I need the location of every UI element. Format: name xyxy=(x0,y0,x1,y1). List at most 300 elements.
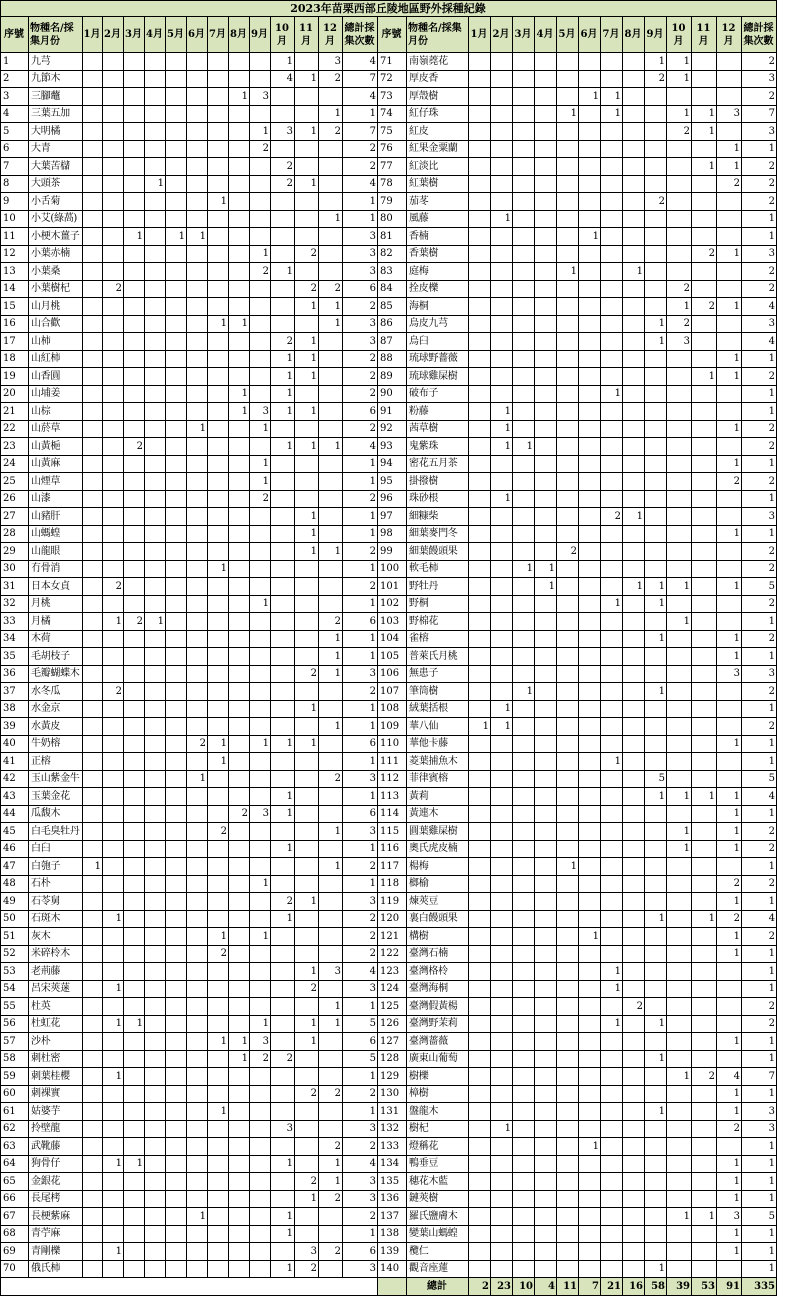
month-count-3 xyxy=(513,1155,535,1173)
month-count-6 xyxy=(579,280,601,298)
month-count-1 xyxy=(83,1190,103,1208)
table-row xyxy=(1,1173,777,1191)
month-count-6 xyxy=(579,1050,601,1068)
month-count-7 xyxy=(208,228,229,246)
month-count-3 xyxy=(513,1190,535,1208)
month-count-7 xyxy=(208,385,229,403)
month-count-7 xyxy=(601,525,623,543)
row-total: 2 xyxy=(343,928,378,946)
month-count-5 xyxy=(166,648,187,666)
month-count-3 xyxy=(513,700,535,718)
month-count-9 xyxy=(250,333,271,351)
month-count-11: 1 xyxy=(295,298,319,316)
month-count-8 xyxy=(623,543,645,561)
month-count-9 xyxy=(645,543,667,561)
row-total: 7 xyxy=(742,105,777,123)
row-number: 47 xyxy=(1,858,29,876)
header-month-2: 2月 xyxy=(491,17,513,53)
row-total: 1 xyxy=(343,875,378,893)
month-count-2 xyxy=(103,1138,124,1156)
month-count-11 xyxy=(692,473,717,491)
month-count-5 xyxy=(557,140,579,158)
month-count-2 xyxy=(103,88,124,106)
month-count-12 xyxy=(319,140,343,158)
month-count-2 xyxy=(491,823,513,841)
summary-month-6: 7 xyxy=(579,1278,601,1296)
table-row xyxy=(1,683,777,701)
species-name: 羅氏鹽膚木 xyxy=(407,1208,469,1226)
month-count-7 xyxy=(601,263,623,281)
month-count-2 xyxy=(103,175,124,193)
row-number: 31 xyxy=(1,578,29,596)
month-count-2 xyxy=(491,88,513,106)
month-count-1 xyxy=(469,490,491,508)
month-count-3 xyxy=(124,700,145,718)
month-count-10 xyxy=(271,1173,295,1191)
month-count-12: 1 xyxy=(717,158,742,176)
month-count-6 xyxy=(579,438,601,456)
month-count-11: 1 xyxy=(692,158,717,176)
month-count-4 xyxy=(145,718,166,736)
month-count-5 xyxy=(557,315,579,333)
month-count-3 xyxy=(124,578,145,596)
row-total: 1 xyxy=(742,893,777,911)
month-count-3 xyxy=(124,1243,145,1261)
month-count-8 xyxy=(623,123,645,141)
month-count-2: 1 xyxy=(491,718,513,736)
month-count-5 xyxy=(166,1260,187,1278)
month-count-8 xyxy=(229,175,250,193)
species-name: 山月桃 xyxy=(29,298,83,316)
month-count-11: 1 xyxy=(692,788,717,806)
row-total: 2 xyxy=(742,543,777,561)
month-count-8 xyxy=(623,1120,645,1138)
month-count-11: 1 xyxy=(295,893,319,911)
month-count-2 xyxy=(103,665,124,683)
table-row xyxy=(1,53,777,71)
month-count-7 xyxy=(601,718,623,736)
month-count-8 xyxy=(229,333,250,351)
row-total: 7 xyxy=(742,1068,777,1086)
month-count-3 xyxy=(513,543,535,561)
month-count-12 xyxy=(717,508,742,526)
month-count-1 xyxy=(469,438,491,456)
month-count-2: 2 xyxy=(103,280,124,298)
month-count-2 xyxy=(103,368,124,386)
month-count-5 xyxy=(166,1033,187,1051)
month-count-10 xyxy=(271,298,295,316)
species-name: 欖仁 xyxy=(407,1243,469,1261)
month-count-12: 1 xyxy=(319,1173,343,1191)
month-count-4 xyxy=(145,823,166,841)
species-name: 穗花木藍 xyxy=(407,1173,469,1191)
row-number: 15 xyxy=(1,298,29,316)
row-number: 118 xyxy=(378,875,407,893)
month-count-11 xyxy=(295,998,319,1016)
month-count-8 xyxy=(229,1225,250,1243)
month-count-6 xyxy=(187,1243,208,1261)
month-count-2 xyxy=(491,368,513,386)
month-count-6 xyxy=(579,963,601,981)
month-count-7 xyxy=(601,893,623,911)
month-count-8 xyxy=(623,1225,645,1243)
row-total: 6 xyxy=(343,403,378,421)
month-count-12: 1 xyxy=(717,420,742,438)
species-name: 茜草樹 xyxy=(407,420,469,438)
row-total: 3 xyxy=(343,245,378,263)
month-count-5 xyxy=(166,525,187,543)
month-count-4 xyxy=(535,70,557,88)
month-count-3 xyxy=(124,1190,145,1208)
month-count-7 xyxy=(208,770,229,788)
species-name: 黃連木 xyxy=(407,805,469,823)
month-count-3 xyxy=(513,473,535,491)
month-count-7: 1 xyxy=(601,753,623,771)
month-count-7 xyxy=(208,543,229,561)
month-count-10 xyxy=(667,1225,692,1243)
month-count-10 xyxy=(271,1068,295,1086)
month-count-9 xyxy=(645,805,667,823)
month-count-5 xyxy=(557,438,579,456)
species-name: 細糠柴 xyxy=(407,508,469,526)
species-name: 風藤 xyxy=(407,210,469,228)
species-name: 山埔姜 xyxy=(29,385,83,403)
month-count-10 xyxy=(271,105,295,123)
month-count-12 xyxy=(319,368,343,386)
row-total: 1 xyxy=(742,1260,777,1278)
month-count-9: 2 xyxy=(645,70,667,88)
month-count-2 xyxy=(491,473,513,491)
header-month-8: 8月 xyxy=(623,17,645,53)
month-count-11: 1 xyxy=(295,123,319,141)
month-count-1: 1 xyxy=(83,858,103,876)
header-month-12: 12月 xyxy=(717,17,742,53)
month-count-11 xyxy=(692,1155,717,1173)
month-count-5 xyxy=(166,280,187,298)
month-count-1 xyxy=(469,88,491,106)
month-count-5 xyxy=(557,578,579,596)
month-count-4 xyxy=(535,1208,557,1226)
month-count-9 xyxy=(645,228,667,246)
table-row xyxy=(1,805,777,823)
month-count-4 xyxy=(145,158,166,176)
species-name: 大明橘 xyxy=(29,123,83,141)
row-number: 116 xyxy=(378,840,407,858)
month-count-4 xyxy=(145,1208,166,1226)
month-count-8: 1 xyxy=(229,315,250,333)
species-name: 刺葉桂櫻 xyxy=(29,1068,83,1086)
month-count-7 xyxy=(208,88,229,106)
month-count-9: 1 xyxy=(645,630,667,648)
month-count-9 xyxy=(645,1225,667,1243)
row-number: 97 xyxy=(378,508,407,526)
month-count-1 xyxy=(469,648,491,666)
row-number: 2 xyxy=(1,70,29,88)
month-count-8 xyxy=(623,490,645,508)
month-count-3 xyxy=(124,648,145,666)
row-number: 16 xyxy=(1,315,29,333)
month-count-8 xyxy=(229,70,250,88)
month-count-12 xyxy=(717,263,742,281)
month-count-7 xyxy=(208,578,229,596)
month-count-6 xyxy=(579,945,601,963)
month-count-1 xyxy=(469,158,491,176)
month-count-10: 1 xyxy=(271,910,295,928)
month-count-1 xyxy=(83,158,103,176)
month-count-3: 1 xyxy=(513,683,535,701)
month-count-7 xyxy=(208,595,229,613)
header-month-2: 2月 xyxy=(103,17,124,53)
month-count-9 xyxy=(645,438,667,456)
month-count-3 xyxy=(513,140,535,158)
month-count-6 xyxy=(579,1208,601,1226)
month-count-7: 1 xyxy=(601,88,623,106)
month-count-3 xyxy=(124,823,145,841)
month-count-8 xyxy=(229,963,250,981)
month-count-7: 1 xyxy=(208,560,229,578)
month-count-6 xyxy=(579,1068,601,1086)
month-count-3 xyxy=(124,928,145,946)
month-count-9: 3 xyxy=(250,1033,271,1051)
row-number: 138 xyxy=(378,1225,407,1243)
month-count-2 xyxy=(103,315,124,333)
month-count-12: 1 xyxy=(717,1243,742,1261)
month-count-9: 2 xyxy=(250,1050,271,1068)
month-count-4 xyxy=(535,315,557,333)
month-count-6 xyxy=(187,858,208,876)
month-count-4 xyxy=(535,613,557,631)
month-count-5 xyxy=(166,1103,187,1121)
row-total: 3 xyxy=(343,1173,378,1191)
month-count-5 xyxy=(557,1155,579,1173)
month-count-5 xyxy=(557,998,579,1016)
row-total: 1 xyxy=(742,805,777,823)
month-count-12 xyxy=(319,263,343,281)
month-count-4 xyxy=(145,193,166,211)
month-count-4 xyxy=(535,665,557,683)
month-count-6 xyxy=(187,1050,208,1068)
month-count-3 xyxy=(124,840,145,858)
row-total: 2 xyxy=(742,473,777,491)
row-total: 2 xyxy=(343,1208,378,1226)
month-count-2: 1 xyxy=(491,403,513,421)
row-number: 135 xyxy=(378,1173,407,1191)
month-count-9 xyxy=(250,1243,271,1261)
month-count-7 xyxy=(601,630,623,648)
month-count-11: 1 xyxy=(295,70,319,88)
month-count-10 xyxy=(667,910,692,928)
month-count-2 xyxy=(103,333,124,351)
month-count-12 xyxy=(717,1260,742,1278)
month-count-2 xyxy=(491,193,513,211)
month-count-3 xyxy=(513,718,535,736)
month-count-2 xyxy=(491,333,513,351)
month-count-10 xyxy=(667,1243,692,1261)
month-count-7 xyxy=(601,140,623,158)
month-count-1 xyxy=(469,193,491,211)
header-month-9: 9月 xyxy=(645,17,667,53)
table-row xyxy=(1,718,777,736)
month-count-12 xyxy=(717,560,742,578)
month-count-1 xyxy=(469,683,491,701)
month-count-2 xyxy=(491,280,513,298)
month-count-8 xyxy=(229,368,250,386)
month-count-9 xyxy=(250,1085,271,1103)
month-count-1 xyxy=(469,228,491,246)
month-count-3 xyxy=(124,805,145,823)
month-count-7 xyxy=(208,893,229,911)
month-count-2 xyxy=(491,543,513,561)
species-name: 九節木 xyxy=(29,70,83,88)
month-count-11 xyxy=(295,1208,319,1226)
month-count-10 xyxy=(667,455,692,473)
table-row xyxy=(1,525,777,543)
month-count-3: 1 xyxy=(124,228,145,246)
month-count-3 xyxy=(513,228,535,246)
table-row xyxy=(1,963,777,981)
month-count-2: 1 xyxy=(491,700,513,718)
row-number: 27 xyxy=(1,508,29,526)
row-total: 1 xyxy=(742,945,777,963)
month-count-8 xyxy=(623,963,645,981)
month-count-1 xyxy=(469,893,491,911)
month-count-2 xyxy=(103,140,124,158)
month-count-1 xyxy=(83,490,103,508)
month-count-8 xyxy=(229,245,250,263)
row-number: 123 xyxy=(378,963,407,981)
month-count-8 xyxy=(229,543,250,561)
row-number: 132 xyxy=(378,1120,407,1138)
species-name: 奧氏虎皮楠 xyxy=(407,840,469,858)
month-count-6 xyxy=(187,1190,208,1208)
month-count-9 xyxy=(645,1068,667,1086)
month-count-9: 1 xyxy=(645,910,667,928)
month-count-10 xyxy=(667,980,692,998)
month-count-11: 1 xyxy=(692,105,717,123)
month-count-7: 1 xyxy=(208,753,229,771)
month-count-10 xyxy=(271,543,295,561)
row-total: 1 xyxy=(742,140,777,158)
month-count-10 xyxy=(667,648,692,666)
month-count-11: 2 xyxy=(295,280,319,298)
month-count-1 xyxy=(83,1068,103,1086)
month-count-9 xyxy=(250,613,271,631)
month-count-4 xyxy=(145,473,166,491)
month-count-4 xyxy=(145,858,166,876)
row-total: 3 xyxy=(742,665,777,683)
summary-month-4: 4 xyxy=(535,1278,557,1296)
row-number: 20 xyxy=(1,385,29,403)
month-count-5 xyxy=(166,683,187,701)
row-number: 80 xyxy=(378,210,407,228)
month-count-10 xyxy=(271,210,295,228)
species-name: 榔榆 xyxy=(407,875,469,893)
month-count-5 xyxy=(166,438,187,456)
month-count-8 xyxy=(229,263,250,281)
month-count-12 xyxy=(319,385,343,403)
month-count-6 xyxy=(579,53,601,71)
month-count-4 xyxy=(145,1120,166,1138)
species-name: 九芎 xyxy=(29,53,83,71)
month-count-3 xyxy=(513,770,535,788)
month-count-10: 1 xyxy=(271,1155,295,1173)
species-name: 煉莢豆 xyxy=(407,893,469,911)
month-count-2 xyxy=(103,1103,124,1121)
month-count-6 xyxy=(579,105,601,123)
month-count-5 xyxy=(557,980,579,998)
month-count-6 xyxy=(187,175,208,193)
row-total: 1 xyxy=(343,630,378,648)
month-count-8 xyxy=(229,53,250,71)
month-count-4 xyxy=(145,1173,166,1191)
month-count-4 xyxy=(145,735,166,753)
row-number: 11 xyxy=(1,228,29,246)
month-count-12: 2 xyxy=(319,70,343,88)
month-count-10 xyxy=(667,1085,692,1103)
month-count-11 xyxy=(692,543,717,561)
row-number: 115 xyxy=(378,823,407,841)
month-count-2 xyxy=(491,788,513,806)
month-count-4 xyxy=(535,805,557,823)
month-count-1 xyxy=(83,613,103,631)
month-count-11 xyxy=(295,823,319,841)
month-count-12 xyxy=(717,70,742,88)
table-row xyxy=(1,175,777,193)
month-count-7 xyxy=(208,438,229,456)
month-count-10 xyxy=(667,875,692,893)
month-count-9 xyxy=(645,665,667,683)
month-count-8 xyxy=(623,175,645,193)
row-number: 124 xyxy=(378,980,407,998)
month-count-4 xyxy=(145,1033,166,1051)
row-total: 1 xyxy=(742,385,777,403)
month-count-12: 1 xyxy=(319,665,343,683)
table-row xyxy=(1,228,777,246)
table-row xyxy=(1,1033,777,1051)
month-count-7 xyxy=(208,1260,229,1278)
month-count-5: 1 xyxy=(557,858,579,876)
species-name: 絨葉括根 xyxy=(407,700,469,718)
month-count-10 xyxy=(271,245,295,263)
month-count-7 xyxy=(208,1173,229,1191)
month-count-7 xyxy=(601,875,623,893)
month-count-8 xyxy=(623,280,645,298)
species-name: 華他卡藤 xyxy=(407,735,469,753)
month-count-10 xyxy=(667,245,692,263)
row-number: 7 xyxy=(1,158,29,176)
month-count-5 xyxy=(557,1260,579,1278)
month-count-1 xyxy=(469,455,491,473)
month-count-9 xyxy=(250,315,271,333)
month-count-8 xyxy=(623,245,645,263)
month-count-3 xyxy=(124,1033,145,1051)
table-row xyxy=(1,245,777,263)
species-name: 紅葉樹 xyxy=(407,175,469,193)
month-count-3 xyxy=(124,403,145,421)
month-count-7 xyxy=(208,298,229,316)
month-count-4 xyxy=(145,1068,166,1086)
row-total: 1 xyxy=(343,1068,378,1086)
month-count-10: 3 xyxy=(271,123,295,141)
month-count-5 xyxy=(557,945,579,963)
month-count-2 xyxy=(491,1190,513,1208)
month-count-4 xyxy=(145,105,166,123)
month-count-6 xyxy=(579,455,601,473)
month-count-8 xyxy=(229,910,250,928)
row-total: 2 xyxy=(343,368,378,386)
month-count-7: 1 xyxy=(601,105,623,123)
month-count-4 xyxy=(145,53,166,71)
